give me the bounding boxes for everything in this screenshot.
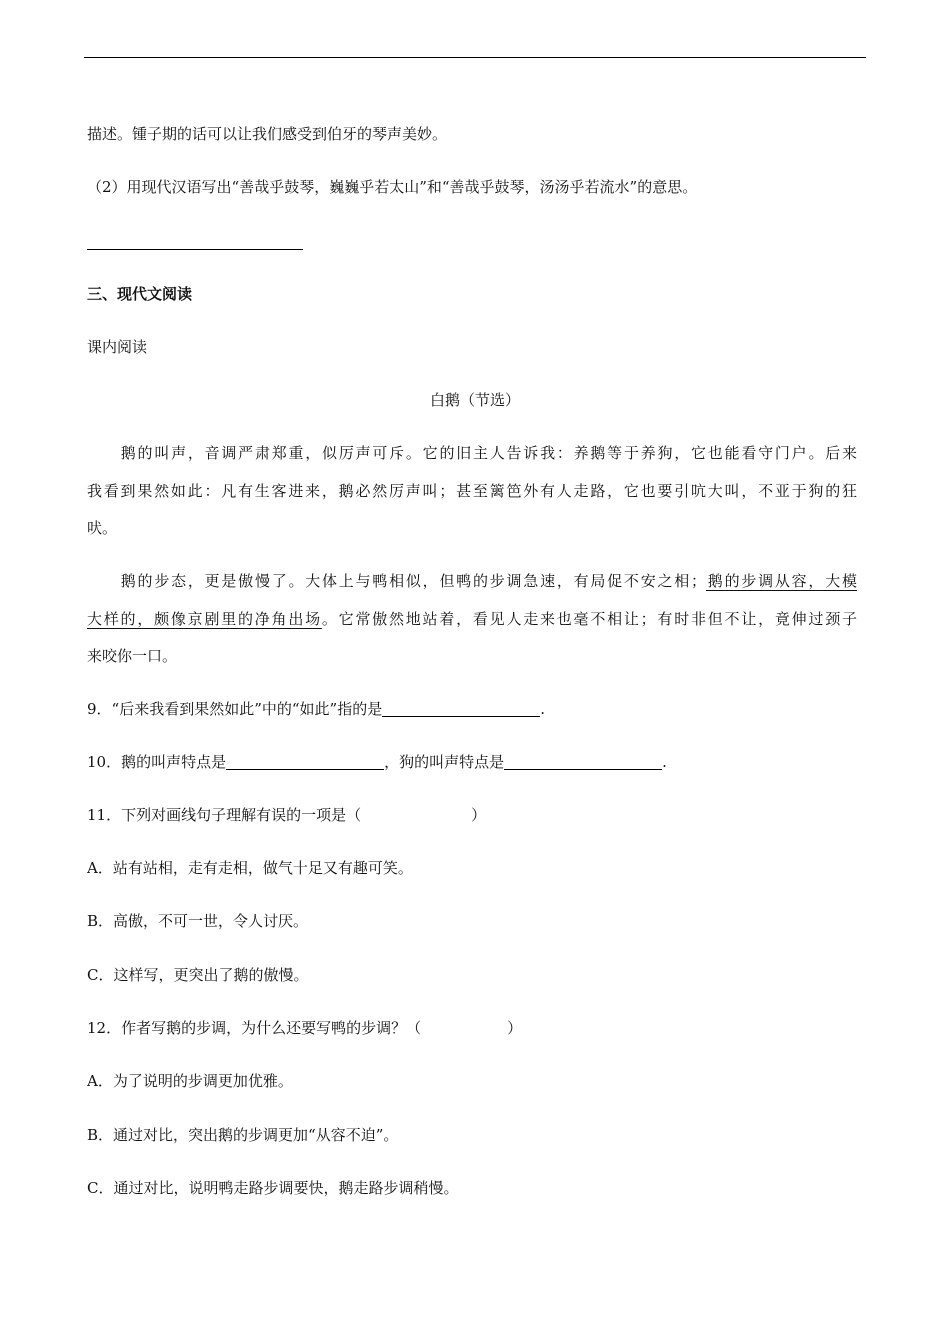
question-11: 11．下列对画线句子理解有误的一项是（ ） — [87, 806, 487, 824]
paragraph-1-line-2: 我看到果然如此：凡有生客进来，鹅必然厉声叫；甚至篱笆外有人走路，它也要引吭大叫，不亚于狗的狂 — [87, 482, 857, 500]
section-heading: 三、现代文阅读 — [87, 285, 193, 303]
text-line-continuation: 描述。锺子期的话可以让我们感受到伯牙的琴声美妙。 — [87, 125, 448, 143]
q11-option-c: C．这样写，更突出了鹅的傲慢。 — [87, 966, 309, 984]
q12-option-b: B．通过对比，突出鹅的步调更加“从容不迫”。 — [87, 1126, 399, 1144]
question-10: 10．鹅的叫声特点是 ，狗的叫声特点是 . — [87, 753, 667, 771]
paragraph-2-line-2: 大样的，颇像京剧里的净角出场。它常傲然地站着，看见人走来也毫不相让；有时非但不让，竟伸过颈子 — [87, 610, 857, 628]
header-rule — [84, 57, 866, 58]
q12-option-a: A．为了说明的步调更加优雅。 — [87, 1072, 293, 1090]
question-12: 12．作者写鹅的步调，为什么还要写鸭的步调？（ ） — [87, 1019, 523, 1037]
underlined-sentence-part-2: 大样的，颇像京剧里的净角出场 — [87, 610, 322, 628]
subheading: 课内阅读 — [87, 338, 148, 356]
paragraph-2-line-3: 来咬你一口。 — [87, 647, 178, 665]
article-title: 白鹅（节选） — [429, 391, 520, 409]
paragraph-1-line-3: 吠。 — [87, 519, 118, 537]
q12-option-c: C．通过对比，说明鸭走路步调要快，鹅走路步调稍慢。 — [87, 1179, 459, 1197]
answer-line[interactable] — [87, 249, 303, 250]
underlined-sentence-part-1: 鹅的步调从容，大模 — [706, 572, 857, 590]
paragraph-2-line-1: 鹅的步态，更是傲慢了。大体上与鸭相似，但鸭的步调急速，有局促不安之相；鹅的步调从容，大模 — [119, 572, 857, 590]
question-9: 9．“后来我看到果然如此”中的“如此”指的是 . — [87, 700, 546, 718]
q11-option-b: B．高傲，不可一世，令人讨厌。 — [87, 912, 309, 930]
answer-blank-2[interactable] — [504, 753, 662, 770]
answer-blank[interactable] — [382, 700, 540, 717]
answer-blank-1[interactable] — [226, 753, 384, 770]
paragraph-1-line-1: 鹅的叫声，音调严肃郑重，似厉声可斥。它的旧主人告诉我：养鹅等于养狗，它也能看守门户。后来 — [119, 444, 857, 462]
question-2-text: （2）用现代汉语写出“善哉乎鼓琴，巍巍乎若太山”和“善哉乎鼓琴，汤汤乎若流水”的意思。 — [87, 178, 698, 196]
q11-option-a: A．站有站相，走有走相，做气十足又有趣可笑。 — [87, 859, 413, 877]
